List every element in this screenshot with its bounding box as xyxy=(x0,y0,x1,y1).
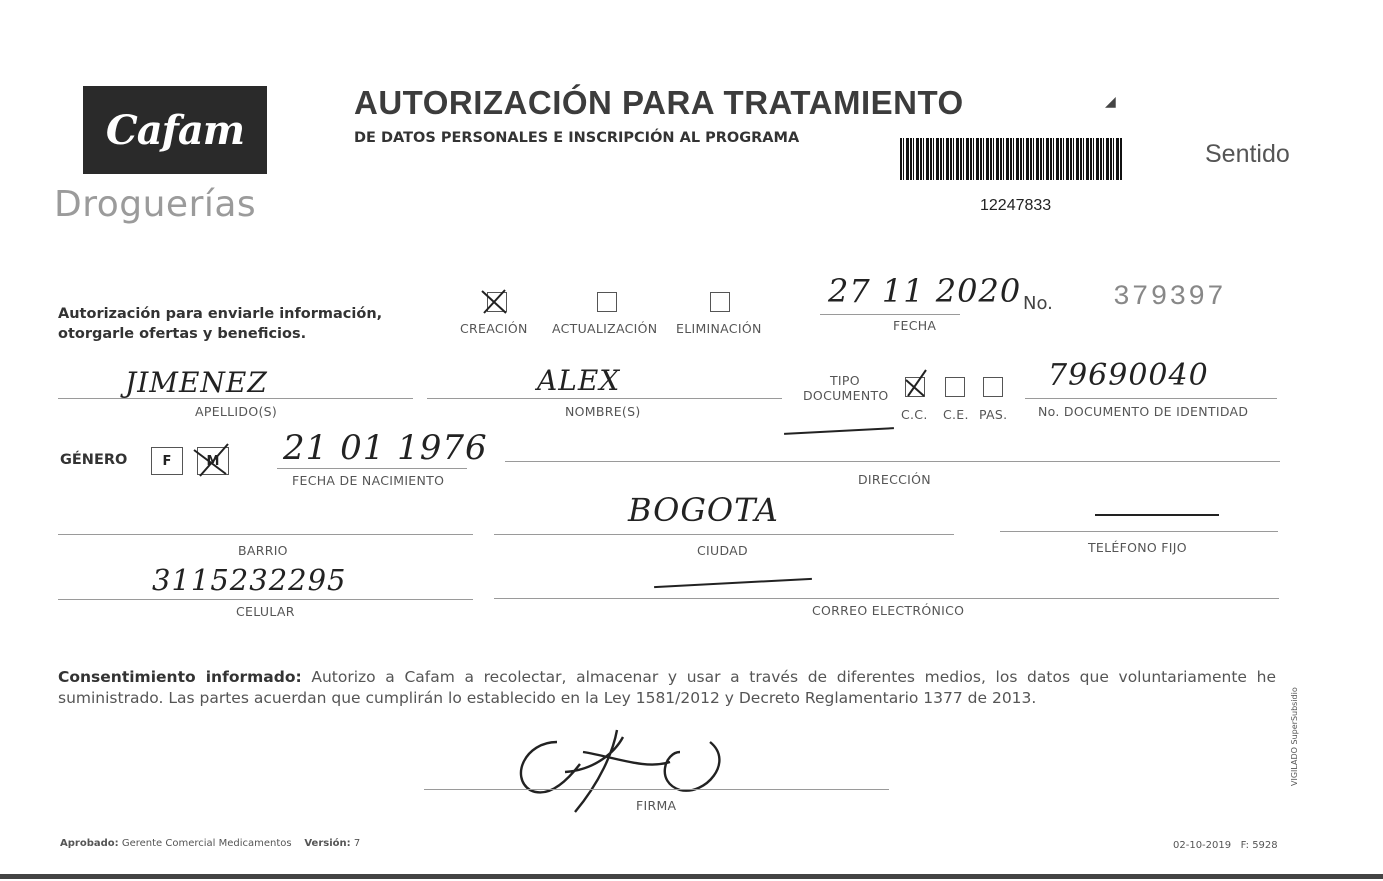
documento-line xyxy=(1025,398,1277,399)
signature-line[interactable] xyxy=(424,789,889,790)
nombres-value[interactable]: ALEX xyxy=(537,364,621,397)
barrio-label: BARRIO xyxy=(238,543,288,558)
creacion-label: CREACIÓN xyxy=(460,321,528,336)
direccion-label: DIRECCIÓN xyxy=(858,472,931,487)
footer-aprobado xyxy=(60,838,360,849)
signature-drawing xyxy=(505,722,745,822)
f-code: F: 5928 xyxy=(1240,840,1278,851)
eliminacion-label: ELIMINACIÓN xyxy=(676,321,762,336)
date-code: 02-10-2019 xyxy=(1173,840,1232,851)
genero-m-checkbox[interactable] xyxy=(197,447,229,475)
consent-paragraph xyxy=(58,667,1276,709)
apellidos-line xyxy=(58,398,413,399)
ce-checkbox[interactable] xyxy=(945,377,965,397)
no-label: No. xyxy=(1023,293,1053,314)
version-label: Versión: xyxy=(304,838,351,849)
pas-checkbox[interactable] xyxy=(983,377,1003,397)
authorization-label-line2: otorgarle ofertas y beneficios. xyxy=(58,326,307,342)
telefono-label: TELÉFONO FIJO xyxy=(1088,540,1187,555)
nombres-label: NOMBRE(S) xyxy=(565,404,641,419)
page-subtitle: DE DATOS PERSONALES E INSCRIPCIÓN AL PROGRAMA xyxy=(354,130,800,146)
fecha-nacimiento-line xyxy=(277,468,467,469)
fecha-nacimiento-value[interactable]: 21 01 1976 xyxy=(283,428,488,468)
aprobado-value: Gerente Comercial Medicamentos xyxy=(121,838,292,849)
fecha-nacimiento-label: FECHA DE NACIMIENTO xyxy=(292,473,445,488)
vertical-vigilado: VIGILADO SuperSubsidio xyxy=(1290,687,1299,786)
logo-text: Cafam xyxy=(105,106,245,154)
apellidos-label: APELLIDO(S) xyxy=(195,404,278,419)
form-number: 379397 xyxy=(1113,282,1226,313)
ciudad-line xyxy=(494,534,954,535)
direccion-dash xyxy=(784,427,894,435)
check-x-icon xyxy=(902,368,932,398)
telefono-line[interactable] xyxy=(1000,531,1278,532)
correo-label: CORREO ELECTRÓNICO xyxy=(812,603,965,618)
genero-label: GÉNERO xyxy=(60,452,128,468)
page-title: AUTORIZACIÓN PARA TRATAMIENTO xyxy=(354,84,964,121)
celular-line xyxy=(58,599,473,600)
fecha-value[interactable]: 27 11 2020 xyxy=(828,272,1022,310)
nombres-line xyxy=(427,398,782,399)
side-text: Sentido xyxy=(1205,140,1290,168)
version-value: 7 xyxy=(353,838,361,849)
aprobado-label: Aprobado: xyxy=(60,838,119,849)
direccion-line[interactable] xyxy=(505,461,1280,462)
fecha-label: FECHA xyxy=(893,318,937,333)
documento-label: No. DOCUMENTO DE IDENTIDAD xyxy=(1038,404,1249,419)
fecha-line xyxy=(820,314,960,315)
telefono-dash xyxy=(1095,514,1219,516)
barcode xyxy=(900,138,1122,180)
celular-label: CELULAR xyxy=(236,604,295,619)
footer-codes xyxy=(1173,840,1278,851)
logo-subtext: Droguerías xyxy=(54,184,257,225)
eliminacion-checkbox[interactable] xyxy=(710,292,730,312)
apellidos-value[interactable]: JIMENEZ xyxy=(125,366,268,399)
creacion-checkbox[interactable] xyxy=(487,292,507,312)
barrio-line[interactable] xyxy=(58,534,473,535)
tipo-documento-label-2: DOCUMENTO xyxy=(803,388,889,403)
bottom-rule xyxy=(0,874,1383,879)
ciudad-value[interactable]: BOGOTA xyxy=(628,491,779,529)
actualizacion-checkbox[interactable] xyxy=(597,292,617,312)
ce-label: C.E. xyxy=(943,407,969,422)
check-x-icon xyxy=(190,440,234,478)
authorization-label-line1: Autorización para enviarle información, xyxy=(58,306,383,322)
genero-m-label: M xyxy=(206,453,220,469)
genero-f-checkbox[interactable] xyxy=(151,447,183,475)
pas-label: PAS. xyxy=(979,407,1008,422)
ciudad-label: CIUDAD xyxy=(697,543,748,558)
cc-checkbox[interactable] xyxy=(905,377,925,397)
barcode-number: 12247833 xyxy=(980,197,1052,214)
authorization-label xyxy=(58,304,382,344)
genero-f-label: F xyxy=(162,453,172,469)
correo-dash xyxy=(654,578,812,588)
celular-value[interactable]: 3115232295 xyxy=(152,563,347,597)
cc-label: C.C. xyxy=(901,407,928,422)
tipo-documento-label-1: TIPO xyxy=(830,373,860,388)
correo-line[interactable] xyxy=(494,598,1279,599)
consent-text: Autorizo a Cafam a recolectar, almacenar y usar a través de diferentes medios, los datos que voluntariamente he suministrado. Las partes acuerdan que cumplirán lo establecido en la Ley 1581/2012 y Decreto Reglamentario 1377 de 2013. xyxy=(58,668,1276,707)
actualizacion-label: ACTUALIZACIÓN xyxy=(552,321,658,336)
cafam-logo xyxy=(83,86,267,174)
consent-title: Consentimiento informado: xyxy=(58,668,302,686)
check-x-icon xyxy=(480,287,510,317)
pen-mark-icon: ◢ xyxy=(1105,94,1116,110)
signature-label: FIRMA xyxy=(636,798,677,813)
documento-value[interactable]: 79690040 xyxy=(1048,358,1209,393)
